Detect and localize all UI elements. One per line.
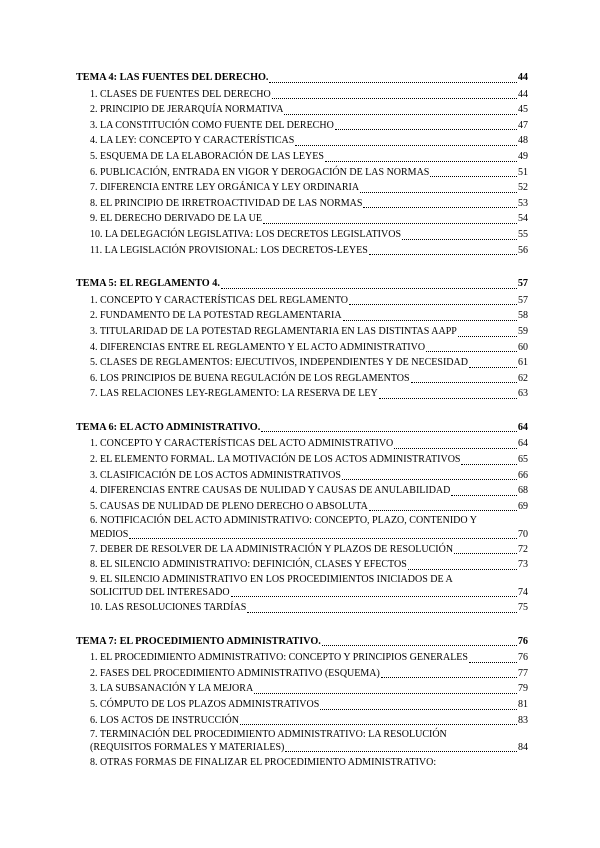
entry-page-number: 55 bbox=[518, 228, 528, 240]
toc-section bbox=[76, 634, 528, 771]
section-page-number: 44 bbox=[517, 72, 528, 83]
toc-entry[interactable] bbox=[76, 149, 528, 165]
entry-title: 4. DIFERENCIAS ENTRE EL REGLAMENTO Y EL ACTO ADMINISTRATIVO bbox=[90, 341, 426, 353]
toc-section bbox=[76, 70, 528, 258]
entry-page-number: 58 bbox=[518, 310, 528, 322]
dot-leader bbox=[269, 81, 516, 83]
dot-leader bbox=[461, 463, 517, 465]
entry-page-number: 53 bbox=[518, 197, 528, 209]
toc-entry[interactable] bbox=[76, 308, 528, 324]
toc-entry[interactable] bbox=[76, 542, 528, 558]
entry-page-number: 52 bbox=[518, 182, 528, 194]
toc-section bbox=[76, 420, 528, 616]
entry-title: 8. EL SILENCIO ADMINISTRATIVO: DEFINICIÓN, CLASES Y EFECTOS bbox=[90, 559, 407, 571]
entry-title: 2. FUNDAMENTO DE LA POTESTAD REGLAMENTARIA bbox=[90, 310, 342, 322]
entry-title: 1. EL PROCEDIMIENTO ADMINISTRATIVO: CONCEPTO Y PRINCIPIOS GENERALES bbox=[90, 652, 468, 664]
toc-entry[interactable] bbox=[76, 180, 528, 196]
entry-title: 6. PUBLICACIÓN, ENTRADA EN VIGOR Y DEROGACIÓN DE LAS NORMAS bbox=[90, 166, 430, 178]
entry-title: 1. CONCEPTO Y CARACTERÍSTICAS DEL ACTO ADMINISTRATIVO bbox=[90, 438, 394, 450]
entry-page-number: 68 bbox=[518, 485, 528, 497]
toc-entry[interactable] bbox=[76, 468, 528, 484]
entry-page-number: 73 bbox=[518, 559, 528, 571]
dot-leader bbox=[363, 206, 517, 208]
entry-title: 5. CÓMPUTO DE LOS PLAZOS ADMINISTRATIVOS bbox=[90, 699, 320, 710]
entry-page-number: 49 bbox=[518, 150, 528, 162]
section-title: TEMA 5: EL REGLAMENTO 4. bbox=[76, 278, 220, 290]
entry-page-number: 69 bbox=[518, 500, 528, 512]
entry-page-number: 77 bbox=[518, 667, 528, 679]
dot-leader bbox=[335, 128, 517, 130]
dot-leader bbox=[285, 750, 517, 752]
section-title: TEMA 4: LAS FUENTES DEL DERECHO. bbox=[76, 72, 269, 83]
toc-entry[interactable] bbox=[76, 243, 528, 259]
entry-page-number: 61 bbox=[518, 357, 528, 369]
entry-last-line bbox=[90, 586, 528, 600]
dot-leader bbox=[381, 676, 517, 678]
dot-leader bbox=[469, 661, 517, 663]
dot-leader bbox=[394, 447, 517, 449]
toc-entry[interactable] bbox=[76, 483, 528, 499]
entry-page-number: 76 bbox=[518, 652, 528, 664]
toc-entry[interactable] bbox=[76, 650, 528, 666]
toc-entry[interactable] bbox=[76, 728, 528, 755]
dot-leader bbox=[402, 238, 517, 240]
entry-last-line bbox=[90, 528, 528, 542]
dot-leader bbox=[343, 319, 517, 321]
entry-page-number: 60 bbox=[518, 341, 528, 353]
dot-leader bbox=[360, 191, 517, 193]
entry-title-line1: 6. NOTIFICACIÓN DEL ACTO ADMINISTRATIVO: CONCEPTO, PLAZO, CONTENIDO Y bbox=[90, 515, 477, 527]
dot-leader bbox=[261, 430, 517, 432]
entry-title: 3. TITULARIDAD DE LA POTESTAD REGLAMENTARIA EN LAS DISTINTAS AAPP bbox=[90, 325, 457, 337]
dot-leader bbox=[240, 723, 517, 725]
entry-page-number: 65 bbox=[518, 454, 528, 466]
entry-title: 8. EL PRINCIPIO DE IRRETROACTIVIDAD DE LAS NORMAS bbox=[90, 197, 363, 209]
section-heading[interactable] bbox=[76, 634, 528, 650]
dot-leader bbox=[379, 397, 517, 399]
entry-title-line1: 7. TERMINACIÓN DEL PROCEDIMIENTO ADMINISTRATIVO: LA RESOLUCIÓN bbox=[90, 729, 447, 741]
dot-leader bbox=[469, 366, 517, 368]
section-heading[interactable] bbox=[76, 420, 528, 436]
toc-section bbox=[76, 276, 528, 402]
dot-leader bbox=[284, 113, 517, 115]
entry-title-line1: 9. EL SILENCIO ADMINISTRATIVO EN LOS PROCEDIMIENTOS INICIADOS DE A bbox=[90, 573, 453, 585]
toc-entry[interactable] bbox=[76, 386, 528, 402]
dot-leader bbox=[325, 160, 517, 162]
entry-page-number: 74 bbox=[518, 587, 528, 599]
entry-page-number: 62 bbox=[518, 372, 528, 384]
dot-leader bbox=[254, 692, 517, 694]
toc-entry[interactable] bbox=[76, 133, 528, 149]
section-heading[interactable] bbox=[76, 276, 528, 292]
toc-entry[interactable] bbox=[76, 713, 528, 729]
dot-leader bbox=[320, 708, 517, 710]
dot-leader bbox=[458, 335, 517, 337]
entry-title: 3. LA CONSTITUCIÓN COMO FUENTE DEL DERECHO bbox=[90, 119, 334, 131]
entry-title: 3. LA SUBSANACIÓN Y LA MEJORA bbox=[90, 683, 254, 695]
entry-page-number: 75 bbox=[518, 602, 528, 614]
entry-title: 9. EL DERECHO DERIVADO DE LA UE bbox=[90, 213, 262, 225]
toc-entry[interactable] bbox=[76, 118, 528, 134]
entry-title-line2: SOLICITUD DEL INTERESADO bbox=[90, 587, 230, 599]
dot-leader bbox=[411, 381, 517, 383]
entry-title: 10. LA DELEGACIÓN LEGISLATIVA: LOS DECRETOS LEGISLATIVOS bbox=[90, 228, 402, 240]
dot-leader bbox=[322, 644, 517, 646]
toc-entry[interactable] bbox=[76, 211, 528, 227]
toc-entry[interactable] bbox=[76, 340, 528, 356]
entry-title-line2: (REQUISITOS FORMALES Y MATERIALES) bbox=[90, 742, 285, 754]
entry-page-number: 81 bbox=[518, 699, 528, 710]
dot-leader bbox=[430, 175, 517, 177]
dot-leader bbox=[272, 97, 517, 99]
entry-page-number: 63 bbox=[518, 388, 528, 400]
entry-page-number: 57 bbox=[518, 294, 528, 306]
dot-leader bbox=[408, 568, 517, 570]
entry-page-number: 56 bbox=[518, 244, 528, 256]
entry-title: 1. CONCEPTO Y CARACTERÍSTICAS DEL REGLAMENTO bbox=[90, 294, 348, 306]
toc-entry[interactable] bbox=[76, 102, 528, 118]
entry-page-number: 72 bbox=[518, 543, 528, 555]
toc-entry[interactable] bbox=[76, 557, 528, 573]
entry-title: 2. FASES DEL PROCEDIMIENTO ADMINISTRATIVO (ESQUEMA) bbox=[90, 667, 380, 679]
toc-entry[interactable] bbox=[76, 227, 528, 243]
toc-entry[interactable] bbox=[76, 452, 528, 468]
toc-entry[interactable] bbox=[76, 436, 528, 452]
entry-title: 7. DIFERENCIA ENTRE LEY ORGÁNICA Y LEY ORDINARIA bbox=[90, 182, 360, 194]
dot-leader bbox=[369, 253, 517, 255]
toc-entry[interactable] bbox=[76, 87, 528, 103]
toc-entry[interactable] bbox=[76, 324, 528, 340]
toc-entry[interactable] bbox=[76, 355, 528, 371]
dot-leader bbox=[369, 509, 517, 511]
entry-page-number: 84 bbox=[518, 742, 528, 754]
entry-page-number: 48 bbox=[518, 135, 528, 147]
dot-leader bbox=[221, 287, 517, 289]
entry-page-number: 70 bbox=[518, 528, 528, 540]
entry-title: 6. LOS ACTOS DE INSTRUCCIÓN bbox=[90, 714, 239, 726]
toc-entry[interactable] bbox=[76, 666, 528, 682]
dot-leader bbox=[342, 478, 517, 480]
entry-title: 4. LA LEY: CONCEPTO Y CARACTERÍSTICAS bbox=[90, 135, 295, 147]
toc-entry[interactable] bbox=[76, 681, 528, 697]
dot-leader bbox=[451, 494, 517, 496]
toc-entry[interactable]: 8. OTRAS FORMAS DE FINALIZAR EL PROCEDIMIENTO ADMINISTRATIVO: bbox=[90, 757, 437, 769]
toc-entry[interactable] bbox=[76, 499, 528, 515]
entry-title-line2: MEDIOS bbox=[90, 528, 129, 540]
entry-title: 10. LAS RESOLUCIONES TARDÍAS bbox=[90, 602, 247, 614]
dot-leader bbox=[129, 537, 517, 539]
entry-page-number: 44 bbox=[518, 88, 528, 100]
section-page-number: 64 bbox=[517, 421, 528, 433]
entry-title: 7. LAS RELACIONES LEY-REGLAMENTO: LA RESERVA DE LEY bbox=[90, 388, 378, 400]
entry-title: 3. CLASIFICACIÓN DE LOS ACTOS ADMINISTRATIVOS bbox=[90, 469, 341, 481]
entry-title: 4. DIFERENCIAS ENTRE CAUSAS DE NULIDAD Y CAUSAS DE ANULABILIDAD bbox=[90, 485, 451, 497]
entry-page-number: 64 bbox=[518, 438, 528, 450]
dot-leader bbox=[263, 222, 517, 224]
entry-page-number: 83 bbox=[518, 714, 528, 726]
entry-last-line bbox=[90, 741, 528, 755]
entry-title: 7. DEBER DE RESOLVER DE LA ADMINISTRACIÓN Y PLAZOS DE RESOLUCIÓN bbox=[90, 543, 454, 555]
section-page-number: 57 bbox=[517, 278, 528, 290]
section-page-number: 76 bbox=[517, 635, 528, 647]
dot-leader bbox=[247, 611, 517, 613]
entry-title: 11. LA LEGISLACIÓN PROVISIONAL: LOS DECRETOS-LEYES bbox=[90, 244, 368, 256]
entry-page-number: 45 bbox=[518, 104, 528, 116]
toc-entry[interactable] bbox=[76, 514, 528, 541]
toc-entry[interactable] bbox=[76, 573, 528, 600]
dot-leader bbox=[454, 552, 517, 554]
entry-title: 5. CAUSAS DE NULIDAD DE PLENO DERECHO O ABSOLUTA bbox=[90, 500, 368, 512]
toc-entry[interactable] bbox=[76, 371, 528, 387]
entry-title: 2. EL ELEMENTO FORMAL. LA MOTIVACIÓN DE LOS ACTOS ADMINISTRATIVOS bbox=[90, 454, 461, 466]
toc-entry[interactable] bbox=[76, 697, 528, 713]
entry-title: 5. CLASES DE REGLAMENTOS: EJECUTIVOS, INDEPENDIENTES Y DE NECESIDAD bbox=[90, 357, 468, 369]
dot-leader bbox=[295, 144, 517, 146]
entry-page-number: 79 bbox=[518, 683, 528, 695]
entry-title: 1. CLASES DE FUENTES DEL DERECHO bbox=[90, 88, 271, 100]
dot-leader bbox=[349, 303, 517, 305]
entry-page-number: 66 bbox=[518, 469, 528, 481]
entry-title: 6. LOS PRINCIPIOS DE BUENA REGULACIÓN DE LOS REGLAMENTOS bbox=[90, 372, 410, 384]
section-heading[interactable] bbox=[76, 70, 528, 86]
toc-entry[interactable] bbox=[76, 196, 528, 212]
toc-entry[interactable] bbox=[76, 293, 528, 309]
dot-leader bbox=[231, 595, 517, 597]
section-title: TEMA 6: EL ACTO ADMINISTRATIVO. bbox=[76, 421, 261, 433]
entry-title: 5. ESQUEMA DE LA ELABORACIÓN DE LAS LEYES bbox=[90, 150, 324, 162]
toc-entry[interactable] bbox=[76, 165, 528, 181]
dot-leader bbox=[426, 350, 517, 352]
section-title: TEMA 7: EL PROCEDIMIENTO ADMINISTRATIVO. bbox=[76, 635, 321, 647]
entry-page-number: 51 bbox=[518, 166, 528, 178]
entry-title: 2. PRINCIPIO DE JERARQUÍA NORMATIVA bbox=[90, 104, 284, 116]
entry-page-number: 54 bbox=[518, 213, 528, 225]
toc-entry[interactable] bbox=[76, 600, 528, 616]
entry-page-number: 47 bbox=[518, 119, 528, 131]
entry-page-number: 59 bbox=[518, 325, 528, 337]
table-of-contents bbox=[76, 70, 528, 789]
